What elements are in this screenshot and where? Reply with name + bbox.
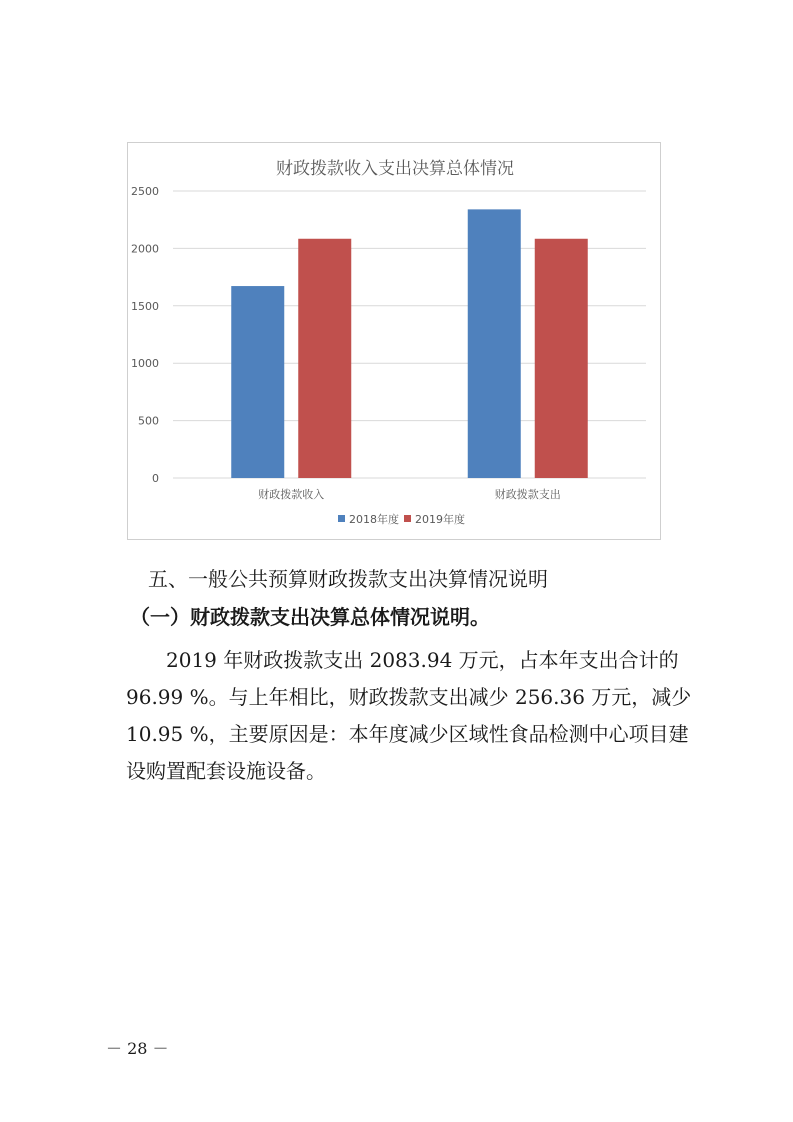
y-tick-label: 2500 [131, 185, 159, 198]
bar [298, 239, 351, 478]
paragraph-line: 设购置配套设施设备。 [126, 759, 326, 783]
bar-chart [128, 143, 662, 541]
bar [231, 286, 284, 478]
y-tick-label: 1000 [131, 357, 159, 371]
bar [535, 239, 588, 478]
legend-swatch [404, 515, 411, 522]
x-category-label: 财政拨款收入 [258, 488, 325, 501]
paragraph-line: 96.99 %。与上年相比，财政拨款支出减少 256.36 万元，减少 [126, 685, 692, 709]
section-heading: 五、一般公共预算财政拨款支出决算情况说明 [148, 567, 548, 591]
x-category-label: 财政拨款支出 [494, 488, 561, 501]
legend-label: 2019年度 [415, 513, 465, 526]
y-tick-label: 0 [152, 472, 159, 485]
body-paragraph [126, 642, 692, 790]
y-tick-label: 2000 [131, 242, 159, 256]
chart-container [127, 142, 661, 540]
chart-title: 财政拨款收入支出决算总体情况 [276, 159, 514, 179]
subsection-heading: （一）财政拨款支出决算总体情况说明。 [130, 605, 490, 629]
legend-label: 2018年度 [349, 513, 399, 526]
legend-swatch [338, 515, 345, 522]
paragraph-line: 10.95 %，主要原因是：本年度减少区域性食品检测中心项目建 [126, 722, 689, 746]
bar [468, 209, 521, 478]
paragraph-line: 2019 年财政拨款支出 2083.94 万元，占本年支出合计的 [126, 648, 679, 672]
y-tick-label: 500 [138, 414, 159, 428]
page-number: － 28 － [106, 1039, 169, 1058]
y-tick-label: 1500 [131, 299, 159, 313]
